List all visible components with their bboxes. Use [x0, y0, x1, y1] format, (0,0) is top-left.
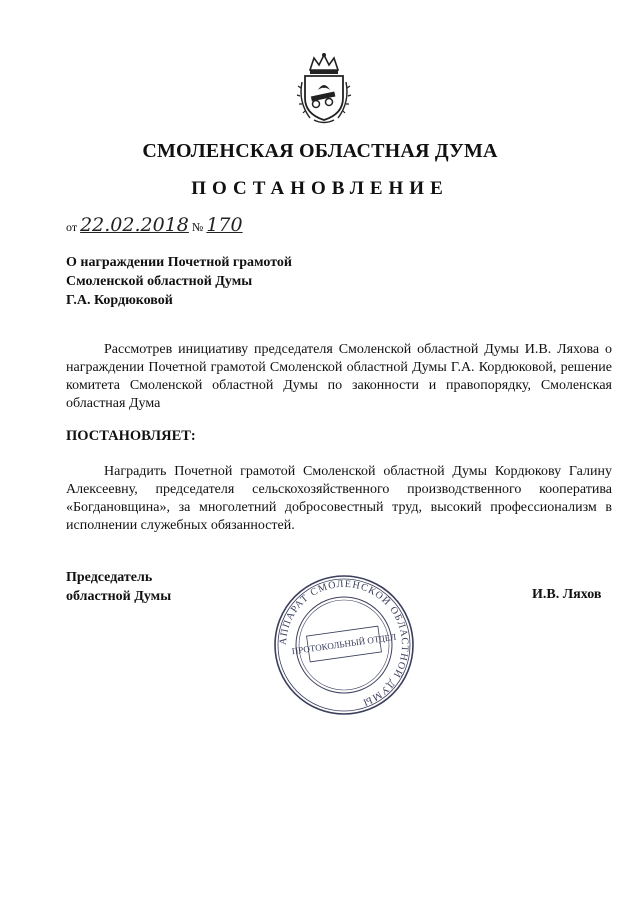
signatory-name: И.В. Ляхов: [532, 587, 602, 602]
stamp-outer-text: АППАРАТ СМОЛЕНСКОЙ ОБЛАСТНОЙ ДУМЫ: [277, 578, 411, 708]
subject-block: [66, 253, 292, 310]
stamp-inner-text: ПРОТОКОЛЬНЫЙ ОТДЕЛ: [291, 631, 397, 657]
resolution-heading: ПОСТАНОВЛЯЕТ:: [66, 428, 196, 444]
signatory-title-line: областной Думы: [66, 589, 172, 604]
organization-title: СМОЛЕНСКАЯ ОБЛАСТНАЯ ДУМА: [142, 140, 498, 162]
subject-line: О награждении Почетной грамотой: [66, 255, 292, 270]
document-type: ПОСТАНОВЛЕНИЕ: [191, 178, 449, 199]
resolution-paragraph: Наградить Почетной грамотой Смоленской областной Думы Кордюкову Галину Алексеевну, председателя сельскохозяйственного производственного кооператива «Богдановщина», за многолетний добросовестный труд, высокий профессионализм в исполнении служебных обязанностей.: [66, 464, 612, 533]
official-stamp: [272, 573, 416, 717]
number-sign: №: [191, 220, 204, 234]
preamble-paragraph: Рассмотрев инициативу председателя Смоленской областной Думы И.В. Ляхова о награждении Почетной грамотой Смоленской областной Думы Г.А. Кордюковой, решение комитета Смоленской областной Думы по законности и правопорядку, Смоленская областная Дума: [66, 342, 612, 411]
subject-line: Г.А. Кордюковой: [66, 293, 173, 308]
document-date: 22.02.2018: [80, 214, 189, 236]
coat-of-arms-icon: [296, 52, 352, 124]
signatory-title-line: Председатель: [66, 570, 153, 585]
date-prefix: от: [66, 220, 78, 234]
document-number: 170: [206, 214, 243, 236]
signatory-title: [66, 568, 171, 606]
date-line: [66, 214, 243, 236]
subject-line: Смоленской областной Думы: [66, 274, 253, 289]
